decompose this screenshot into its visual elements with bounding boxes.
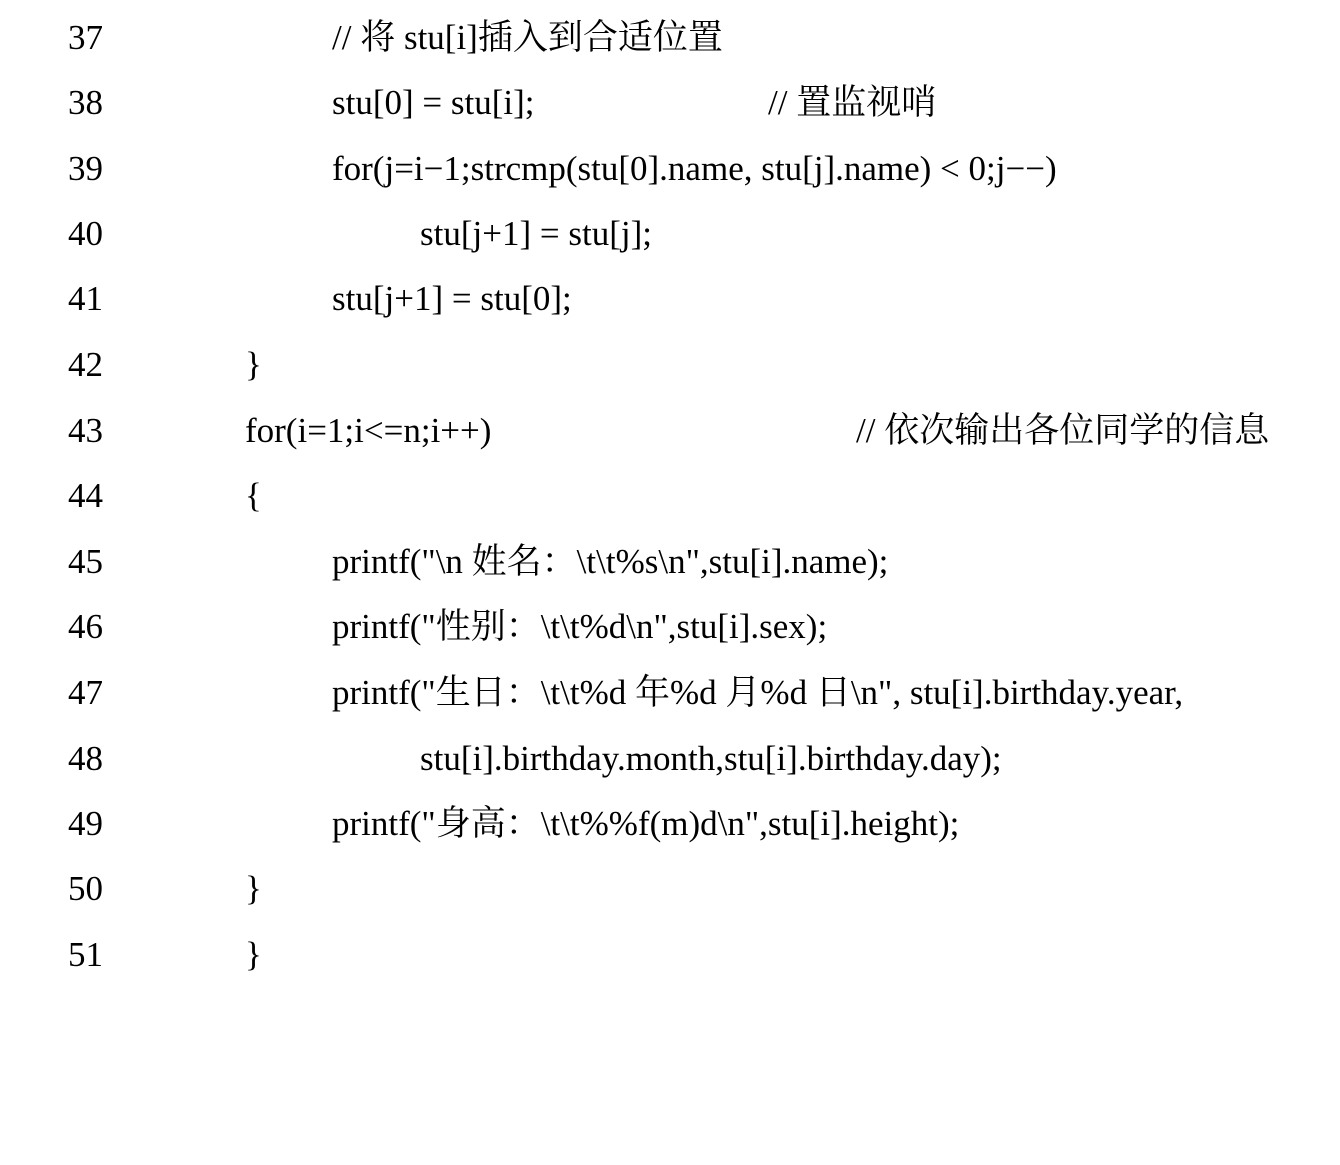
code-text: stu[i].birthday.month,stu[i].birthday.day); xyxy=(420,739,1002,778)
code-line xyxy=(0,663,1340,723)
code-line xyxy=(0,729,1340,789)
line-number: 46 xyxy=(68,607,103,646)
code-line xyxy=(0,73,1340,133)
code-text: printf("身高：\t\t%%f(m)d\n",stu[i].height); xyxy=(332,804,960,843)
code-text: } xyxy=(245,935,262,974)
code-text: printf("性别：\t\t%d\n",stu[i].sex); xyxy=(332,607,828,646)
code-line xyxy=(0,139,1340,199)
code-line xyxy=(0,925,1340,985)
code-text: } xyxy=(245,869,262,908)
code-comment: // 置监视哨 xyxy=(768,83,937,122)
code-line xyxy=(0,269,1340,329)
code-text: printf("\n 姓名：\t\t%s\n",stu[i].name); xyxy=(332,542,889,581)
code-text: // 将 stu[i]插入到合适位置 xyxy=(332,18,723,57)
code-text: printf("生日：\t\t%d 年%d 月%d 日\n", stu[i].birthday.year, xyxy=(332,673,1184,712)
code-text: stu[j+1] = stu[j]; xyxy=(420,214,652,253)
line-number: 39 xyxy=(68,149,103,188)
code-text: stu[0] = stu[i]; xyxy=(332,83,535,122)
code-line xyxy=(0,401,1340,461)
code-line xyxy=(0,8,1340,68)
code-text: { xyxy=(245,476,262,515)
line-number: 48 xyxy=(68,739,103,778)
line-number: 51 xyxy=(68,935,103,974)
line-number: 41 xyxy=(68,279,103,318)
line-number: 40 xyxy=(68,214,103,253)
line-number: 47 xyxy=(68,673,103,712)
code-line xyxy=(0,597,1340,657)
code-line xyxy=(0,794,1340,854)
line-number: 50 xyxy=(68,869,103,908)
code-text: for(j=i−1;strcmp(stu[0].name, stu[j].name) < 0;j−−) xyxy=(332,149,1057,188)
line-number: 38 xyxy=(68,83,103,122)
code-text: for(i=1;i<=n;i++) xyxy=(245,411,492,450)
line-number: 45 xyxy=(68,542,103,581)
code-line xyxy=(0,335,1340,395)
line-number: 43 xyxy=(68,411,103,450)
code-comment: // 依次输出各位同学的信息 xyxy=(856,411,1270,450)
code-line xyxy=(0,532,1340,592)
code-line xyxy=(0,859,1340,919)
code-text: } xyxy=(245,345,262,384)
code-text: stu[j+1] = stu[0]; xyxy=(332,279,572,318)
line-number: 37 xyxy=(68,18,103,57)
line-number: 44 xyxy=(68,476,103,515)
code-line xyxy=(0,204,1340,264)
code-line xyxy=(0,466,1340,526)
line-number: 42 xyxy=(68,345,103,384)
line-number: 49 xyxy=(68,804,103,843)
